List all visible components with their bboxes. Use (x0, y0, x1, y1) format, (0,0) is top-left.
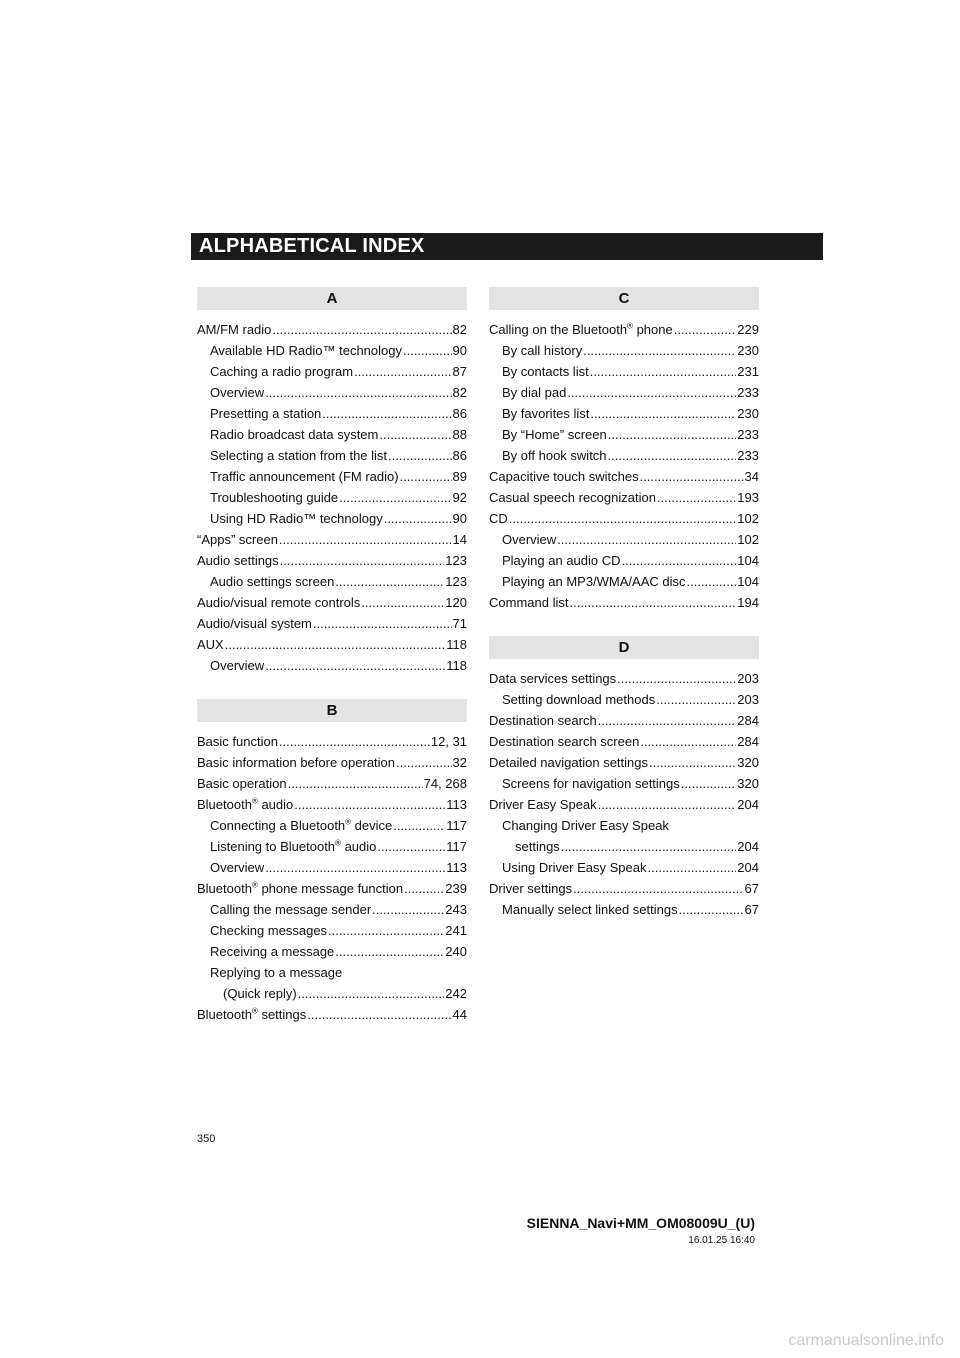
index-entry: Bluetooth® phone message function ..... 239 (197, 878, 467, 899)
index-entry: CD ..... 102 (489, 508, 759, 529)
index-entry: Casual speech recognization ..... 193 (489, 487, 759, 508)
index-subentry: Calling the message sender ..... 243 (197, 899, 467, 920)
index-subentry: Playing an audio CD ..... 104 (489, 550, 759, 571)
index-entry: Audio/visual remote controls ..... 120 (197, 592, 467, 613)
index-entry: Destination search ..... 284 (489, 710, 759, 731)
index-subentry: Troubleshooting guide ..... 92 (197, 487, 467, 508)
index-column-left (197, 287, 467, 1025)
index-subentry: Checking messages ..... 241 (197, 920, 467, 941)
index-subentry: By favorites list ..... 230 (489, 403, 759, 424)
index-entry: Basic operation ..... 74, 268 (197, 773, 467, 794)
index-entry: Bluetooth® settings ..... 44 (197, 1004, 467, 1025)
page-number: 350 (197, 1133, 216, 1145)
index-subentry: Screens for navigation settings ..... 320 (489, 773, 759, 794)
index-entry: Audio settings ..... 123 (197, 550, 467, 571)
index-subentry: By off hook switch ..... 233 (489, 445, 759, 466)
index-subentry-multiline: Changing Driver Easy Speak settings ..... 204 (489, 815, 759, 857)
index-subentry: Overview ..... 82 (197, 382, 467, 403)
index-subentry: Using HD Radio™ technology ..... 90 (197, 508, 467, 529)
index-entry: Data services settings ..... 203 (489, 668, 759, 689)
index-subentry: Receiving a message ..... 240 (197, 941, 467, 962)
index-entry: Driver Easy Speak ..... 204 (489, 794, 759, 815)
index-entry: AUX ..... 118 (197, 634, 467, 655)
index-entry: Command list ..... 194 (489, 592, 759, 613)
index-subentry: By “Home” screen ..... 233 (489, 424, 759, 445)
index-subentry: Radio broadcast data system ..... 88 (197, 424, 467, 445)
index-subentry: Presetting a station ..... 86 (197, 403, 467, 424)
index-entry: “Apps” screen ..... 14 (197, 529, 467, 550)
index-subentry: Setting download methods ..... 203 (489, 689, 759, 710)
index-subentry: Caching a radio program ..... 87 (197, 361, 467, 382)
watermark: carmanualsonline.info (788, 1332, 944, 1349)
index-subentry: Overview ..... 118 (197, 655, 467, 676)
index-column-right (489, 287, 759, 920)
index-entry: Calling on the Bluetooth® phone ..... 229 (489, 319, 759, 340)
index-entry: Destination search screen ..... 284 (489, 731, 759, 752)
index-subentry: By dial pad ..... 233 (489, 382, 759, 403)
index-subentry: Audio settings screen ..... 123 (197, 571, 467, 592)
index-entry: Detailed navigation settings ..... 320 (489, 752, 759, 773)
index-subentry: Manually select linked settings ..... 67 (489, 899, 759, 920)
index-subentry: Connecting a Bluetooth® device ..... 117 (197, 815, 467, 836)
index-subentry: Overview ..... 113 (197, 857, 467, 878)
index-subentry: Listening to Bluetooth® audio ..... 117 (197, 836, 467, 857)
index-entry: Bluetooth® audio ..... 113 (197, 794, 467, 815)
index-entry: Capacitive touch switches ..... 34 (489, 466, 759, 487)
index-entry: Basic function ..... 12, 31 (197, 731, 467, 752)
index-subentry: Traffic announcement (FM radio) ..... 89 (197, 466, 467, 487)
section-letter-c: C (489, 287, 759, 310)
index-entry: Driver settings ..... 67 (489, 878, 759, 899)
index-entry: Audio/visual system ..... 71 (197, 613, 467, 634)
index-subentry: By call history ..... 230 (489, 340, 759, 361)
index-subentry: By contacts list ..... 231 (489, 361, 759, 382)
section-letter-d: D (489, 636, 759, 659)
page-header-title: ALPHABETICAL INDEX (191, 233, 823, 260)
section-letter-a: A (197, 287, 467, 310)
index-subentry: Playing an MP3/WMA/AAC disc ..... 104 (489, 571, 759, 592)
document-timestamp: 16.01.25 16:40 (688, 1235, 755, 1246)
index-subentry: Selecting a station from the list ..... 86 (197, 445, 467, 466)
index-subentry-multiline: Replying to a message (Quick reply) ..... 242 (197, 962, 467, 1004)
index-entry: AM/FM radio ..... 82 (197, 319, 467, 340)
index-subentry: Using Driver Easy Speak ..... 204 (489, 857, 759, 878)
section-letter-b: B (197, 699, 467, 722)
document-id: SIENNA_Navi+MM_OM08009U_(U) (526, 1215, 755, 1231)
index-subentry: Overview ..... 102 (489, 529, 759, 550)
index-entry: Basic information before operation ..... 32 (197, 752, 467, 773)
index-subentry: Available HD Radio™ technology ..... 90 (197, 340, 467, 361)
